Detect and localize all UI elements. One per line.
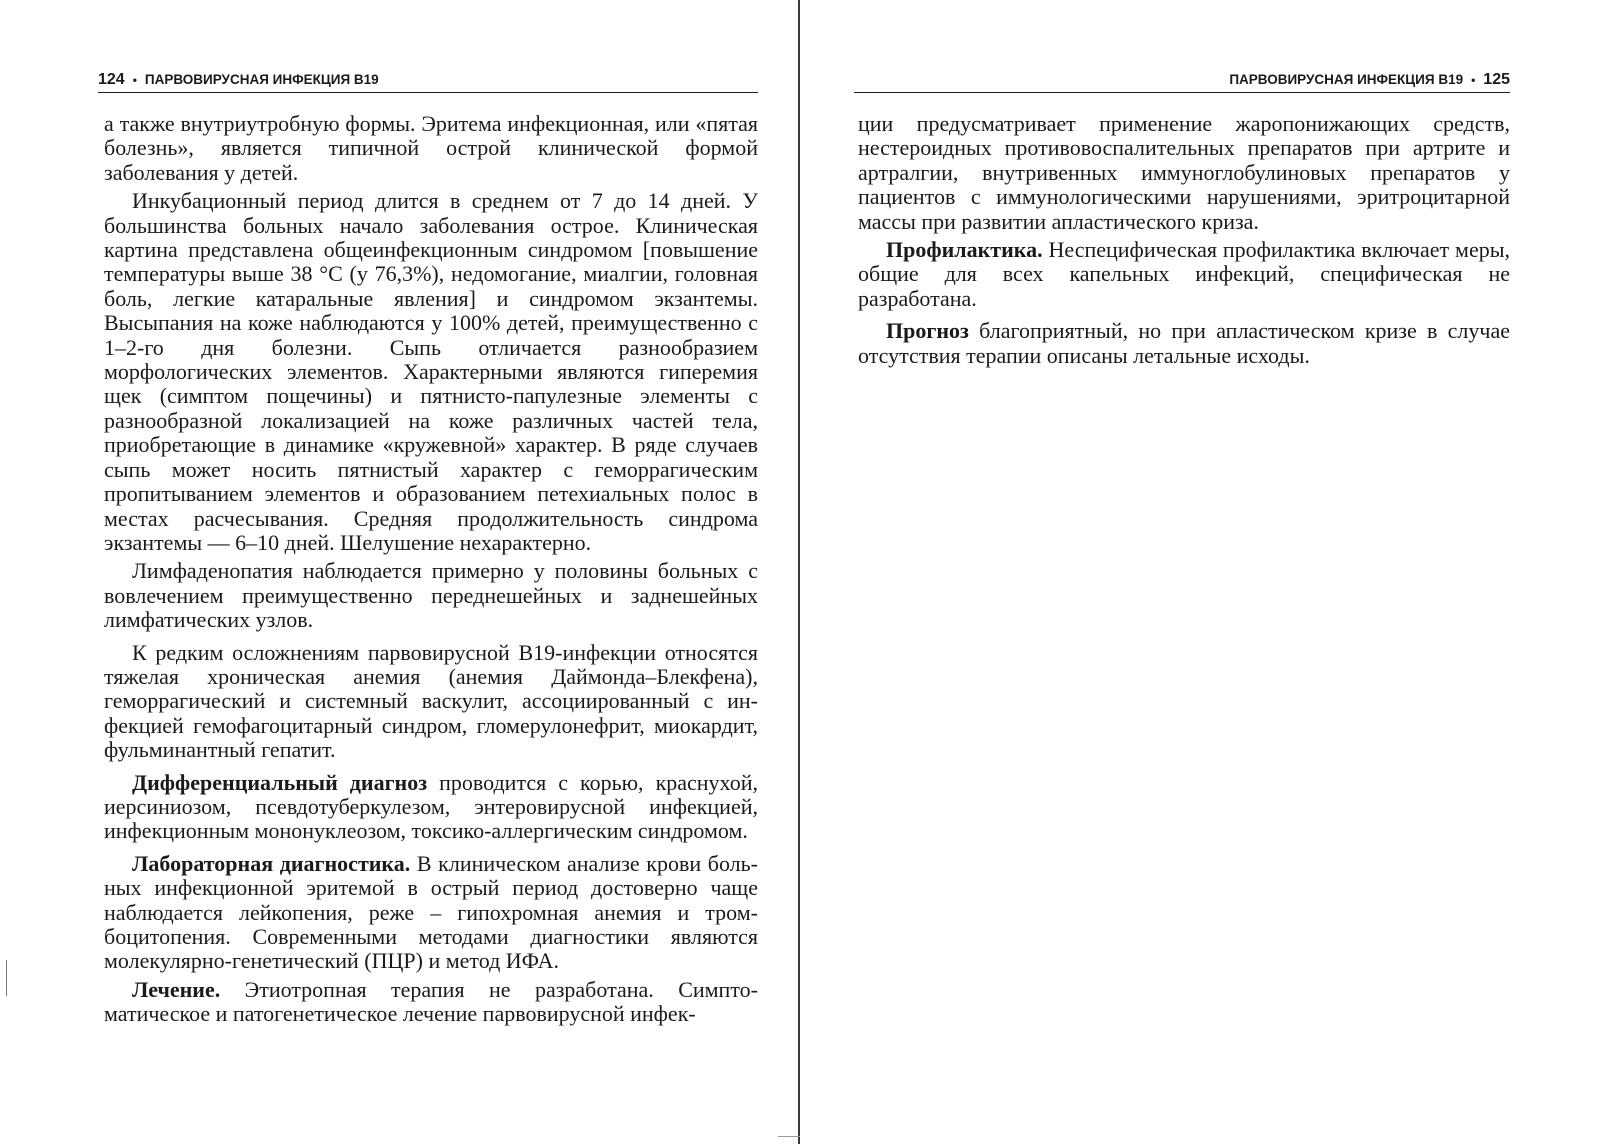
right-page [794, 0, 1600, 1144]
left-header-title: ПАРВОВИРУСНАЯ ИНФЕКЦИЯ В19 [144, 72, 379, 87]
treatment-text: Этиотропная терапия не разработана. Симптоматическое и патогенетическое лечение парвовирусной инфек- [104, 976, 758, 1027]
right-page-body [858, 112, 1510, 372]
prognosis-paragraph [858, 319, 1510, 368]
right-page-number: 125 [1483, 71, 1510, 88]
left-running-head [98, 68, 758, 93]
left-header-separator: • [132, 73, 137, 87]
prognosis-text: благоприятный, но при апластическом кризе в случае отсутствия терапии описаны летальные исходы. [858, 318, 1510, 368]
treatment-paragraph [104, 978, 758, 1027]
laboratory-diagnostics-paragraph [104, 852, 758, 974]
differential-diagnosis-paragraph [104, 771, 758, 844]
left-paragraph-4 [104, 641, 758, 763]
right-running-head [854, 68, 1510, 93]
prevention-text: Неспецифическая профилактика включает меры, общие для всех капельных инфекций, специфическая не разработана. [858, 237, 1510, 311]
left-paragraph-2 [104, 189, 758, 555]
prevention-heading: Профилактика. [886, 237, 1043, 263]
right-header-separator: • [1471, 73, 1476, 87]
differential-diagnosis-heading: Дифференциальный диагноз [132, 769, 428, 795]
left-page-body [104, 112, 758, 1031]
scan-margin-mark [6, 960, 7, 996]
left-page-number: 124 [98, 71, 125, 88]
right-paragraph-1-text: ции предусматривает применение жаропонижающих средств, нестероидных противовоспалительных препаратов при артрите и артралгии, внутривенных иммуноглобулиновых препаратов у пациентов с иммунологическими нарушениями, эритроцитарной массы при развитии апластического криза. [858, 111, 1510, 234]
right-header-title: ПАРВОВИРУСНАЯ ИНФЕКЦИЯ В19 [1229, 72, 1464, 87]
prevention-paragraph [858, 238, 1510, 311]
left-paragraph-2-text: Инкубационный период длится в среднем от 7 до 14 дней. У большинства больных начало заболевания острое. Клиническая картина представлена общеинфекционным синдромом [повышение температуры выше 38 °С (у 76,3%), недомогание, миалгии, головная боль, легкие катаральные явления] и синдромом экзантемы. Высыпания на коже наблюдаются у 100% детей, преимущественно с 1–2-го дня болезни. Сыпь отличается разнообразием морфологических элементов. Характерными являются гиперемия щек (симптом пощечины) и пятнисто-папулезные элементы с разнообразной локализацией на коже различных частей тела, приобретающие в динамике «кружевной» характер. В ряде случаев сыпь может носить пятнистый характер с геморрагическим пропитыванием элементов и образованием петехиальных полос в местах расчесывания. Средняя продолжительность синдрома экзантемы — 6–10 дней. Шелушение нехарактерно. [104, 188, 758, 555]
left-page [0, 0, 790, 1144]
laboratory-diagnostics-text: В клиническом анализе крови больных инфекционной эритемой в острый период достоверно чаще наблюдается лейкопения, реже – гипохромная анемия и тромбоцитопения. Современными методами диагностики являются молекулярно-генетический (ПЦР) и метод ИФА. [104, 850, 758, 974]
right-paragraph-1 [858, 112, 1510, 234]
laboratory-diagnostics-heading: Лабораторная диагностика. [132, 850, 411, 876]
left-paragraph-3-text: Лимфаденопатия наблюдается примерно у половины больных с вовлечением преимущественно переднешейных и заднешейных лимфатических узлов. [104, 558, 758, 633]
prognosis-heading: Прогноз [886, 318, 969, 344]
differential-diagnosis-text: проводится с корью, краснухой, иерсиниозом, псевдотуберкулезом, энтеровирусной инфекцией, инфекционным мононуклеозом, токсико-аллергическим синдромом. [104, 769, 758, 844]
treatment-heading: Лечение. [132, 976, 221, 1002]
scan-bottom-mark [778, 1136, 800, 1137]
left-paragraph-4-text: К редким осложнениям парвовирусной В19-инфекции относятся тяжелая хроническая анемия (анемия Даймонда–Блекфена), геморрагический и системный васкулит, ассоциированный с инфекцией гемофагоцитарный синдром, гломерулонефрит, миокардит, фульминантный гепатит. [104, 639, 758, 763]
left-paragraph-1 [104, 112, 758, 185]
left-paragraph-1-text: а также внутриутробную формы. Эритема инфекционная, или «пятая болезнь», является типичной острой клинической формой заболевания у детей. [104, 111, 758, 185]
left-paragraph-3 [104, 559, 758, 632]
